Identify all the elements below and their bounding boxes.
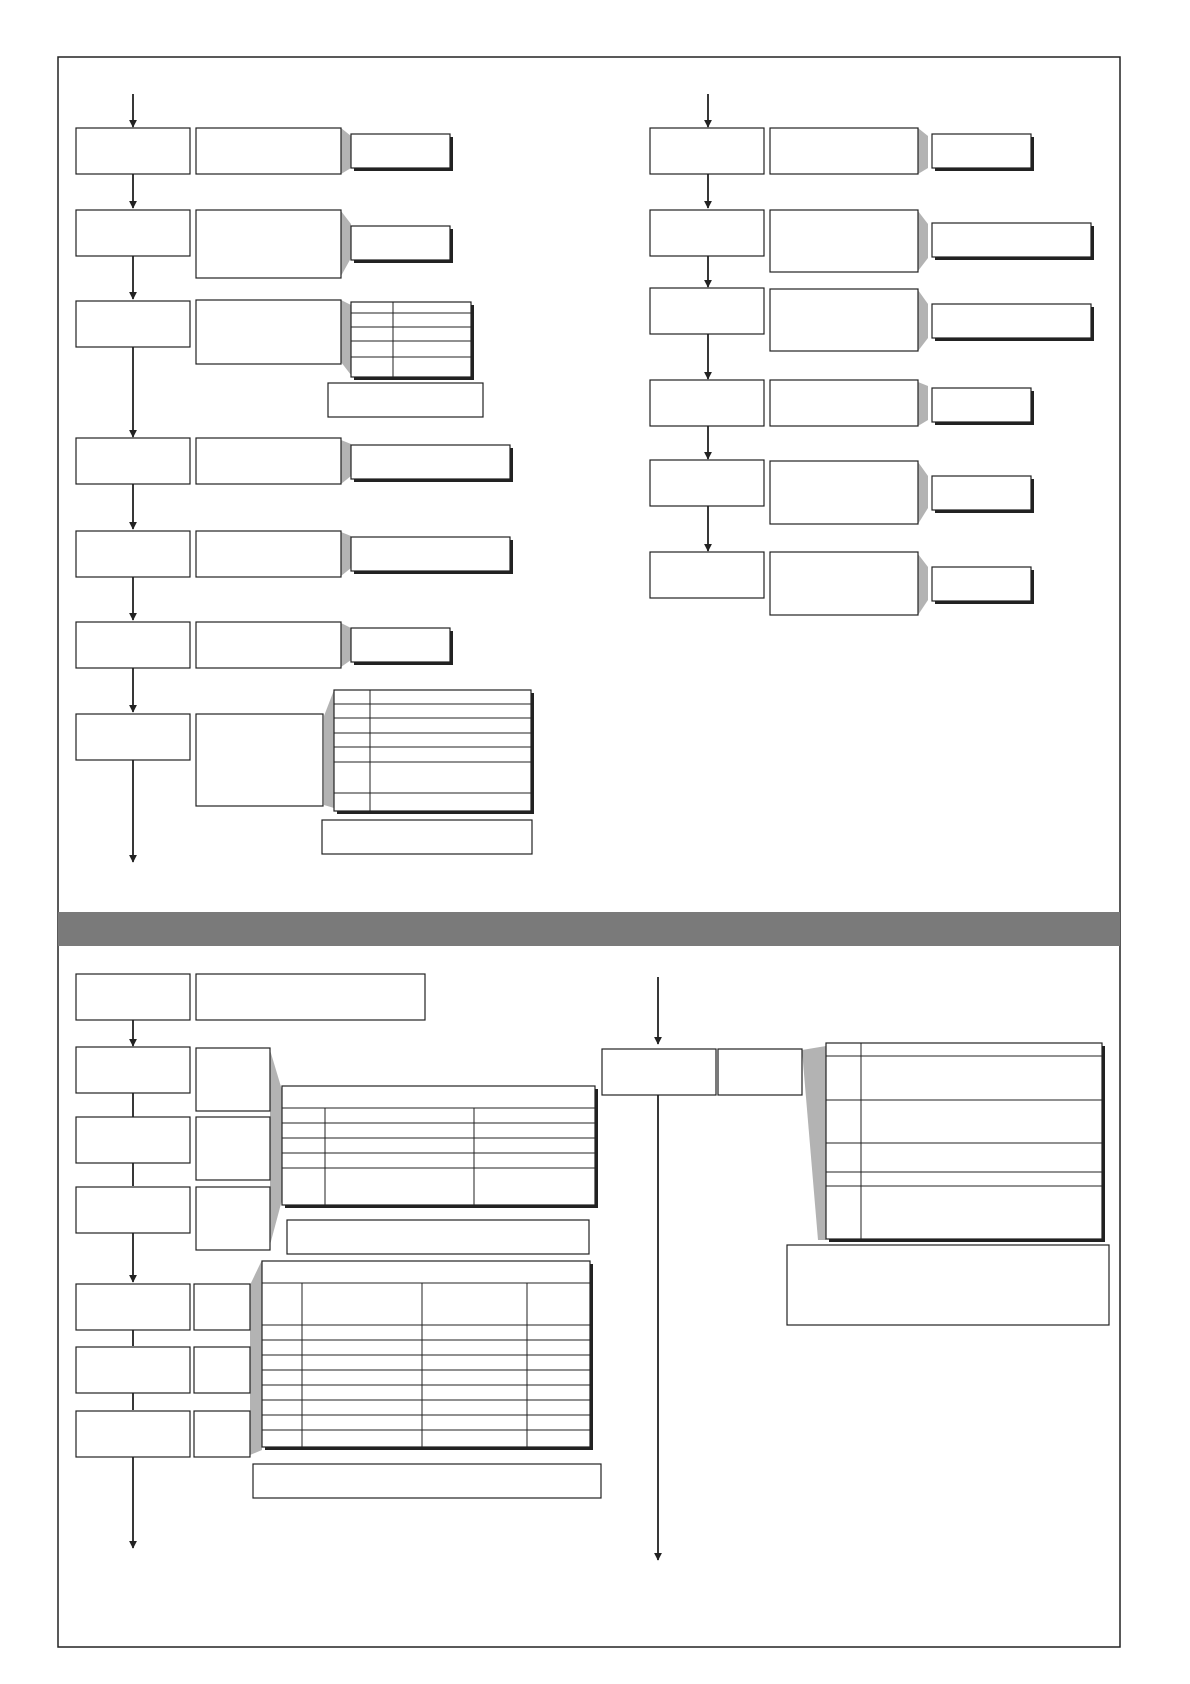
option-table [351, 302, 474, 380]
note-box [322, 820, 532, 854]
step-box [76, 128, 190, 174]
step-box [650, 210, 764, 256]
step-box [650, 460, 764, 506]
step-box [76, 622, 190, 668]
result-box [932, 476, 1034, 513]
section-divider-band [58, 912, 1120, 946]
description-box [196, 1048, 270, 1111]
option-table [262, 1261, 593, 1450]
step-box [76, 1347, 190, 1393]
description-box [196, 1117, 270, 1180]
step-box [650, 288, 764, 334]
step-box [602, 1049, 716, 1095]
option-table [334, 690, 534, 814]
description-box [196, 714, 323, 806]
description-box [196, 210, 341, 278]
step-box [76, 1047, 190, 1093]
result-box [351, 226, 453, 263]
step-box [76, 531, 190, 577]
description-box [196, 974, 425, 1020]
description-box [770, 210, 918, 272]
step-box [76, 1284, 190, 1330]
option-table [826, 1043, 1105, 1242]
step-box [76, 1187, 190, 1233]
step-box [650, 552, 764, 598]
description-box [196, 1187, 270, 1250]
result-box [351, 134, 453, 171]
note-box [287, 1220, 589, 1254]
step-box [650, 380, 764, 426]
step-box [76, 210, 190, 256]
description-box [196, 531, 341, 577]
description-box [196, 128, 341, 174]
result-box [351, 445, 513, 482]
step-box [76, 714, 190, 760]
result-box [932, 388, 1034, 425]
result-box [932, 223, 1094, 260]
step-box [76, 1117, 190, 1163]
description-box [196, 300, 341, 364]
description-box [770, 289, 918, 351]
result-box [932, 134, 1034, 171]
step-box [76, 974, 190, 1020]
result-box [932, 304, 1094, 341]
description-box [770, 461, 918, 524]
description-box [194, 1411, 250, 1457]
result-box [932, 567, 1034, 604]
description-box [196, 622, 341, 668]
description-box [194, 1347, 250, 1393]
note-box [253, 1464, 601, 1498]
note-box [787, 1245, 1109, 1325]
note-box [328, 383, 483, 417]
step-box [76, 1411, 190, 1457]
description-box [770, 128, 918, 174]
description-box [718, 1049, 802, 1095]
description-box [770, 552, 918, 615]
step-box [76, 301, 190, 347]
result-box [351, 628, 453, 665]
description-box [194, 1284, 250, 1330]
description-box [196, 438, 341, 484]
step-box [650, 128, 764, 174]
option-table [282, 1086, 598, 1208]
step-box [76, 438, 190, 484]
description-box [770, 380, 918, 426]
result-box [351, 537, 513, 574]
